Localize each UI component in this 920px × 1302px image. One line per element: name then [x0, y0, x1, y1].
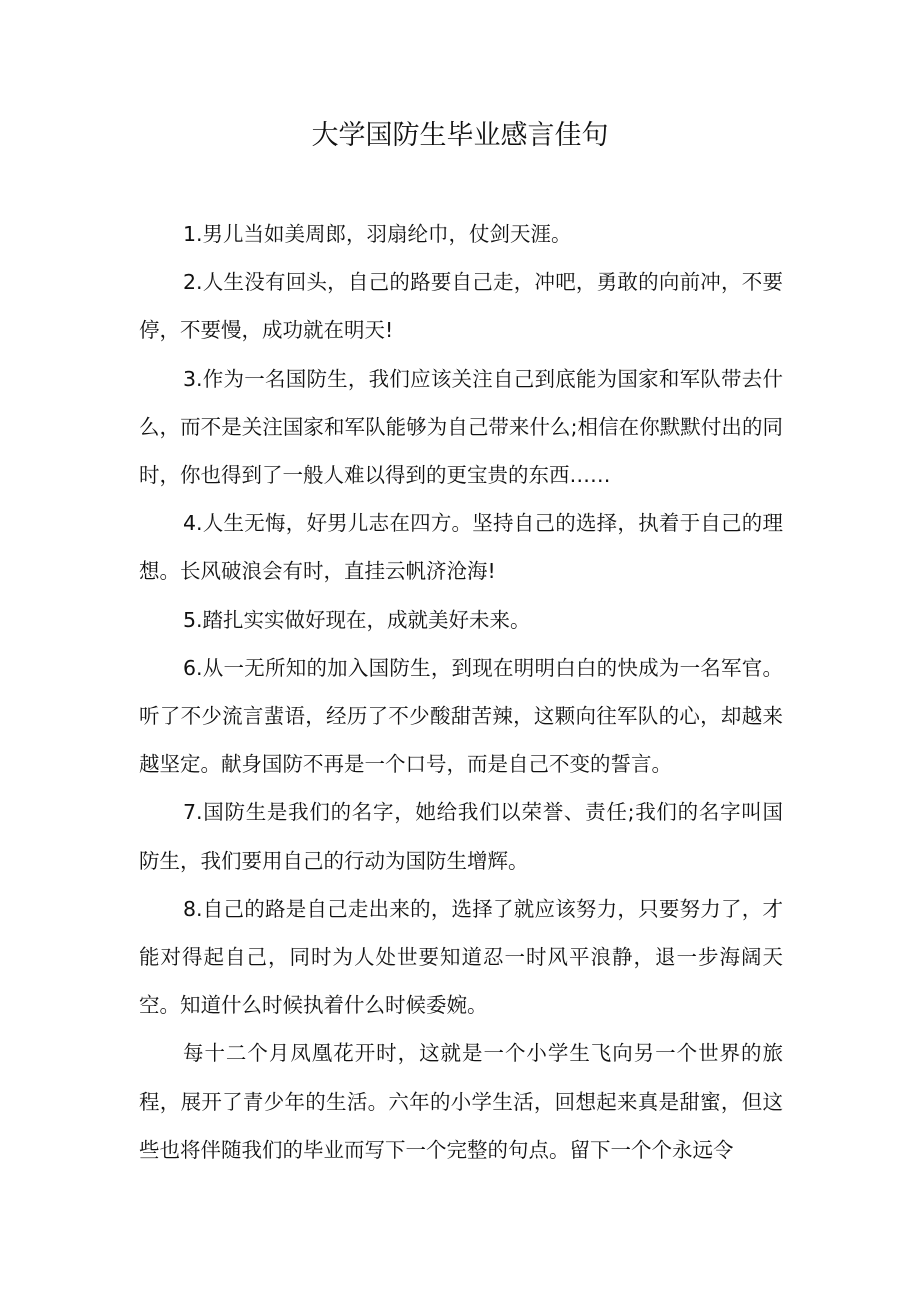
paragraph-7: 7.国防生是我们的名字，她给我们以荣誉、责任;我们的名字叫国防生，我们要用自己的行动为国防生增辉。 — [139, 800, 783, 873]
paragraph-5: 5.踏扎实实做好现在，成就美好未来。 — [183, 607, 531, 632]
paragraph-2: 2.人生没有回头，自己的路要自己走，冲吧，勇敢的向前冲，不要停，不要慢，成功就在明天! — [139, 270, 783, 343]
document-body — [139, 210, 783, 1174]
paragraph-6: 6.从一无所知的加入国防生，到现在明明白白的快成为一名军官。听了不少流言蜚语，经历了不少酸甜苦辣，这颗向往军队的心，却越来越坚定。献身国防不再是一个口号，而是自己不变的誓言。 — [139, 655, 783, 777]
paragraph-8: 8.自己的路是自己走出来的，选择了就应该努力，只要努力了，才能对得起自己，同时为人处世要知道忍一时风平浪静，退一步海阔天空。知道什么时候执着什么时候委婉。 — [139, 896, 783, 1018]
paragraph-3: 3.作为一名国防生，我们应该关注自己到底能为国家和军队带去什么，而不是关注国家和军队能够为自己带来什么;相信在你默默付出的同时，你也得到了一般人难以得到的更宝贵的东西…… — [139, 366, 783, 488]
paragraph-4: 4.人生无悔，好男儿志在四方。坚持自己的选择，执着于自己的理想。长风破浪会有时，直挂云帆济沧海! — [139, 511, 783, 584]
paragraph-9: 每十二个月凤凰花开时，这就是一个小学生飞向另一个世界的旅程，展开了青少年的生活。六年的小学生活，回想起来真是甜蜜，但这些也将伴随我们的毕业而写下一个完整的句点。留下一个个永远令 — [139, 1041, 783, 1162]
document-title: 大学国防生毕业感言佳句 — [311, 120, 609, 151]
paragraph-1: 1.男儿当如美周郎，羽扇纶巾，仗剑天涯。 — [183, 222, 572, 246]
